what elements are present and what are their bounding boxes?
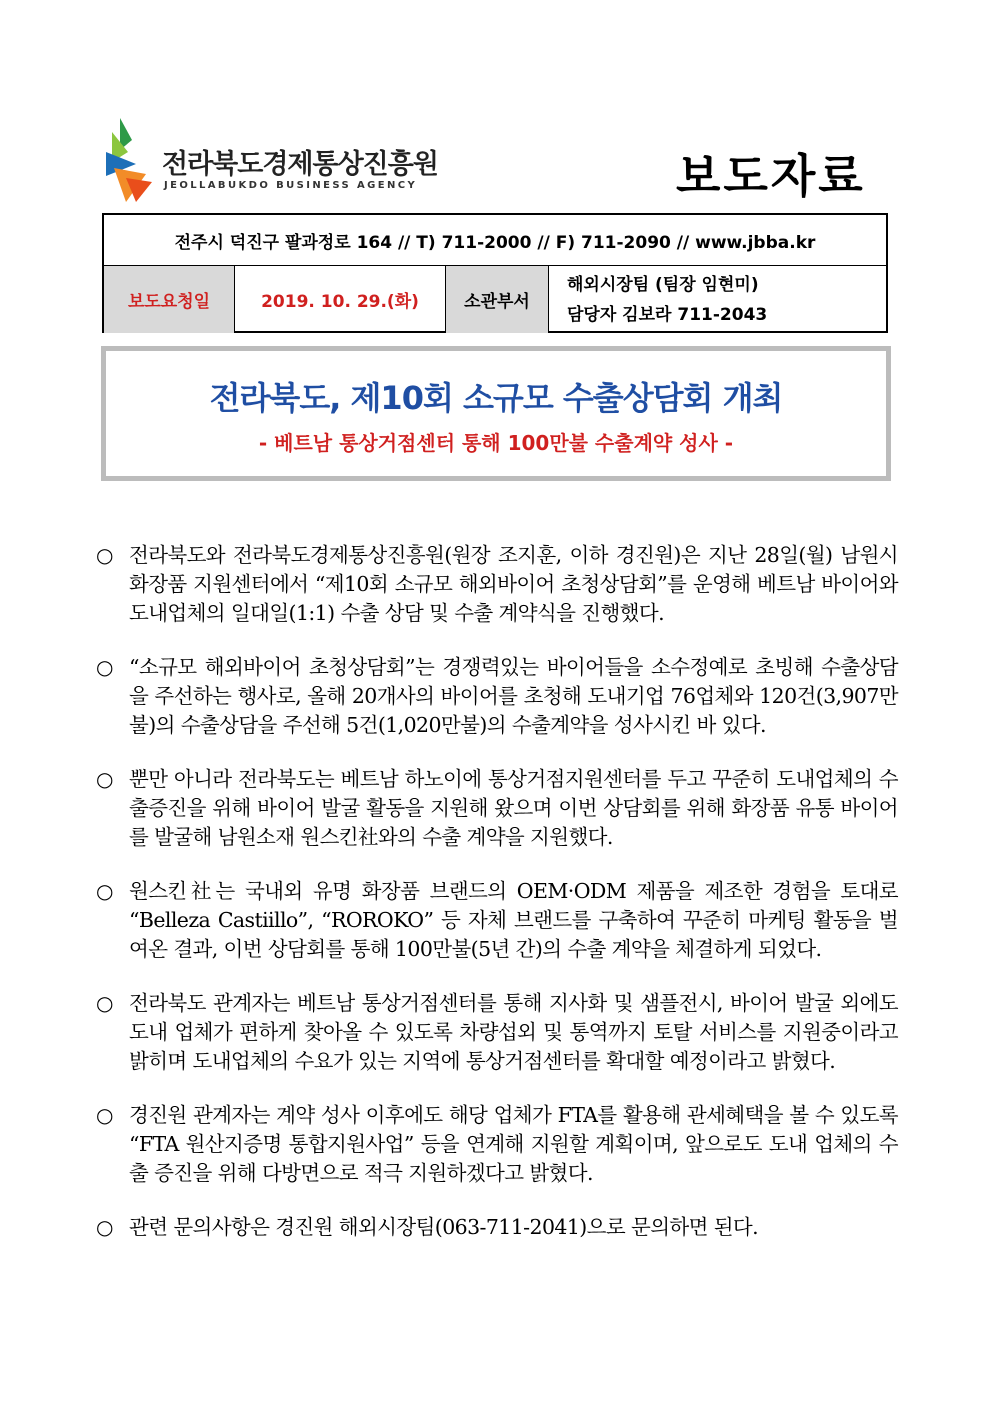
paragraph — [96, 541, 898, 628]
paragraph — [96, 1101, 898, 1188]
paragraph — [96, 653, 898, 740]
circle-bullet-icon: ○ — [96, 655, 113, 679]
article-body — [96, 541, 898, 1267]
circle-bullet-icon: ○ — [96, 543, 113, 567]
press-info-table — [102, 213, 888, 333]
paragraph-text: 경진원 관계자는 계약 성사 이후에도 해당 업체가 FTA를 활용해 관세혜택을 볼 수 있도록 “FTA 원산지증명 통합지원사업” 등을 연계해 지원할 계획이며, 앞으로도 도내 업체의 수출 증진을 위해 다방면으로 적극 지원하겠다고 밝혔다. — [129, 1103, 898, 1185]
paragraph — [96, 989, 898, 1076]
org-logo — [106, 118, 436, 202]
request-date-label: 보도요청일 — [104, 266, 235, 333]
circle-bullet-icon: ○ — [96, 1215, 113, 1239]
paragraph-text: 관련 문의사항은 경진원 해외시장팀(063-711-2041)으로 문의하면 된다. — [129, 1215, 759, 1239]
paragraph-text: 전라북도와 전라북도경제통상진흥원(원장 조지훈, 이하 경진원)은 지난 28일(월) 남원시 화장품 지원센터에서 “제10회 소규모 해외바이어 초청상담회”를 운영해 베트남 바이어와 도내업체의 일대일(1:1) 수출 상담 및 수출 계약식을 진행했다. — [129, 543, 898, 625]
paragraph — [96, 765, 898, 852]
circle-bullet-icon: ○ — [96, 879, 113, 903]
paragraph-text: 원스킨社는 국내외 유명 화장품 브랜드의 OEM·ODM 제품을 제조한 경험을 토대로 “Belleza Castiillo”, “ROROKO” 등 자체 브랜드를 구축하여 꾸준히 마케팅 활동을 벌여온 결과, 이번 상담회를 통해 100만불(5년 간)의 수출 계약을 체결하게 되었다. — [129, 879, 898, 961]
org-name-korean: 전라북도경제통상진흥원 — [162, 149, 438, 180]
org-logo-mark-icon — [106, 118, 152, 202]
headline-box — [101, 346, 891, 481]
headline-subtitle: - 베트남 통상거점센터 통해 100만불 수출계약 성사 - — [258, 431, 734, 455]
paragraph-text: “소규모 해외바이어 초청상담회”는 경쟁력있는 바이어들을 소수정예로 초빙해 수출상담을 주선하는 행사로, 올해 20개사의 바이어를 초청해 도내기업 76업체와 120건(3,907만불)의 수출상담을 주선해 5건(1,020만불)의 수출계약을 성사시킨 바 있다. — [129, 655, 898, 737]
paragraph-text: 뿐만 아니라 전라북도는 베트남 하노이에 통상거점지원센터를 두고 꾸준히 도내업체의 수출증진을 위해 바이어 발굴 활동을 지원해 왔으며 이번 상담회를 위해 화장품 유통 바이어를 발굴해 남원소재 원스킨社와의 수출 계약을 지원했다. — [129, 767, 898, 849]
department-label: 소관부서 — [446, 266, 549, 333]
paragraph-text: 전라북도 관계자는 베트남 통상거점센터를 통해 지사화 및 샘플전시, 바이어 발굴 외에도 도내 업체가 편하게 찾아올 수 있도록 차량섭외 및 통역까지 토탈 서비스를 지원중이라고 밝히며 도내업체의 수요가 있는 지역에 통상거점센터를 확대할 예정이라고 밝혔다. — [129, 991, 898, 1073]
headline-title: 전라북도, 제10회 소규모 수출상담회 개최 — [209, 379, 783, 417]
department-team: 해외시장팀 (팀장 임현미) — [567, 274, 759, 295]
document-type-heading: 보도자료 — [676, 149, 866, 203]
circle-bullet-icon: ○ — [96, 767, 113, 791]
org-name-english: JEOLLABUKDO BUSINESS AGENCY — [164, 180, 418, 191]
department-contact: 담당자 김보라 711-2043 — [567, 304, 768, 325]
department-value — [549, 266, 886, 333]
contact-line: 전주시 덕진구 팔과정로 164 // T) 711-2000 // F) 711-2090 // www.jbba.kr — [104, 215, 886, 266]
paragraph — [96, 877, 898, 964]
paragraph — [96, 1213, 898, 1242]
request-date-value: 2019. 10. 29.(화) — [235, 266, 446, 333]
circle-bullet-icon: ○ — [96, 1103, 113, 1127]
circle-bullet-icon: ○ — [96, 991, 113, 1015]
